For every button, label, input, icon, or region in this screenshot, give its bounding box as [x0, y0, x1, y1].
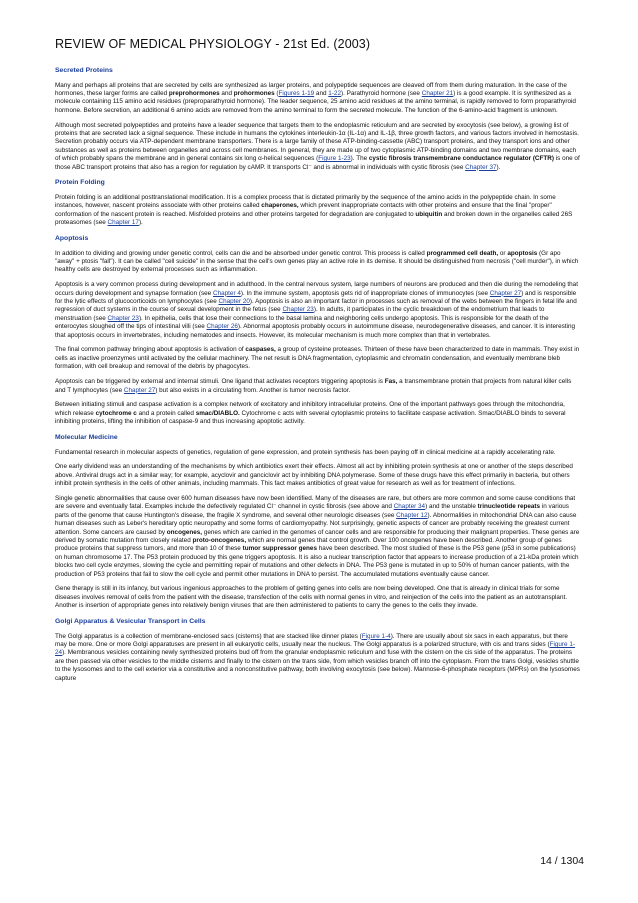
cross-reference-link[interactable]: Chapter 23	[107, 314, 139, 322]
cross-reference-link[interactable]: 1-22	[328, 90, 341, 97]
paragraph	[55, 495, 581, 579]
text-run: ). Apoptosis is also an important factor in processes such as removal of the webs between the fingers in fetal life and regression of duct systems in the course of sexual development in the fetus (see	[55, 298, 577, 314]
bold-term: proto-oncogenes,	[192, 536, 247, 544]
text-run: Apoptosis can be triggered by external and internal stimuli. One ligand that activates receptors triggering apoptosis is	[55, 378, 385, 386]
text-run: Apoptosis is a very common process during development and in adulthood. In the central nervous system, large numbers of neurons are produced and then die during the remodeling that occurs during development and synapse formation (see	[55, 281, 578, 297]
text-run: a group of cysteine proteases. Thirteen of these have been characterized to date in mammals. They exist in cells as inactive proenzymes until activated by the cellular machinery. The net result is DNA fragmentation, cytoplasmic and chromatin condensation, and eventually membrane bleb formation, with cell breakup and removal of the debris by phagocytes.	[55, 346, 580, 371]
paragraph	[55, 281, 581, 340]
text-run: ) and the unstable	[425, 503, 478, 511]
text-run: in various parts of the genome that cause Huntington's disease, the fragile X syndrome, and several other neurologic diseases (see	[55, 503, 569, 519]
bold-term: ubiquitin	[415, 210, 443, 218]
bold-term: oncogenes,	[166, 528, 203, 536]
section-heading: Protein Folding	[55, 179, 105, 187]
bold-term: trinucleotide repeats	[477, 503, 541, 511]
bold-term: tumor suppressor genes	[242, 545, 317, 553]
cross-reference-link[interactable]: Chapter 4	[212, 289, 241, 297]
text-run: ) but also exists in a circulating from. Another is tumor necrosis factor.	[155, 386, 351, 394]
text-run: and	[314, 90, 329, 97]
paragraph	[55, 401, 581, 426]
cross-reference-link[interactable]: Chapter 12	[396, 511, 428, 519]
cross-reference-link[interactable]: Chapter 27	[123, 386, 156, 394]
paragraph	[55, 378, 581, 395]
bold-term: prohormones	[233, 90, 275, 97]
text-run: Single genetic abnormalities that cause over 600 human diseases have now been identified. Many of the diseases are rare, but others are more common and some cause conditions that are severe and eventually fatal. Examples include the defectively regulated Cl⁻ channel in cystic fibrosis (see above and	[55, 494, 576, 511]
text-run: a transmembrane protein that projects from natural killer cells and T lymphocytes (see	[55, 378, 572, 394]
text-run: ). The	[350, 155, 369, 163]
bold-term: caspases,	[245, 346, 276, 354]
text-run: ). In the immune system, apoptosis gets rid of inappropriate clones of immunocytes (see	[240, 289, 490, 297]
cross-reference-link[interactable]: Figure 1-24	[55, 640, 575, 657]
page-number: 14 / 1304	[540, 855, 584, 867]
paragraph	[55, 633, 581, 683]
text-run: (	[274, 90, 279, 97]
text-run: ). Abnormal apoptosis probably occurs in autoimmune disease, neurodegenerative diseases, and cancer. It is interesting that apoptosis occurs in invertebrates, including nematodes and insects. However, its molecular mechanism is much more complex than that in vertebrates.	[55, 323, 576, 339]
cross-reference-link[interactable]: Chapter 37	[465, 163, 497, 171]
text-run: and	[219, 90, 234, 97]
text-run: The Golgi apparatus is a collection of membrane-enclosed sacs (cisterns) that are stacked like dinner plates (	[55, 632, 362, 640]
paragraph	[55, 346, 581, 371]
cross-reference-link[interactable]: Figure 1-4	[361, 632, 391, 640]
cross-reference-link[interactable]: Figure 1-23	[318, 155, 351, 163]
text-run: is one of those ABC transport proteins that also has a region for regulation by cAMP. It transports Cl⁻ and is abnormal in individuals with cystic fibrosis (see	[55, 155, 580, 171]
cross-reference-link[interactable]: Chapter 17	[107, 219, 139, 227]
text-run: ).	[138, 219, 143, 227]
paragraph	[55, 463, 581, 488]
bold-term: apoptosis	[507, 249, 538, 257]
bold-term: cytochrome c	[95, 409, 137, 417]
bold-term: Fas,	[384, 378, 398, 386]
text-run: Fundamental research in molecular aspects of genetics, regulation of gene expression, and protein synthesis has been paying off in clinical medicine at a rapidly accelerating rate.	[55, 448, 556, 456]
text-run: In addition to dividing and growing under genetic control, cells can die and be absorbed under genetic control. This process is called	[55, 249, 427, 257]
cross-reference-link[interactable]: Chapter 20	[218, 298, 250, 306]
text-run: ).	[496, 163, 501, 171]
text-run: The final common pathway bringing about apoptosis is activation of	[55, 346, 246, 354]
text-run: ). In epithelia, cells that lose their connections to the basal lamina and neighboring cells undergo apoptosis. This is responsible for the death of the enterocytes sloughed off the tips of intestinal villi (see	[55, 314, 549, 331]
text-run: One early dividend was an understanding of the mechanisms by which antibiotics exert their effects. Almost all act by inhibiting protein synthesis at one or another of the steps described above. Antiviral drugs act in a similar way; for example, acyclovir and ganciclovir act by inhibiting DNA polymerase. Some of these drugs have this effect primarily in bacteria, but others inhibit protein synthesis in the cells of other animals, including mammals. This fact makes antibiotics of great value for research as well as for treatment of infections.	[55, 463, 573, 488]
cross-reference-link[interactable]: Figures 1-19	[278, 90, 315, 97]
bold-term: cystic fibrosis transmembrane conductance regulator (CFTR)	[368, 155, 554, 163]
text-run: and broken down in the organelles called 26S proteasomes (see	[55, 210, 573, 227]
text-run: ). Parathyroid hormone (see	[340, 90, 422, 97]
text-run: or	[498, 249, 508, 257]
text-run: which are normal genes that control growth. Over 100 oncogenes have been described. Another group of genes produce proteins that suppress tumors, and more than 10 of these	[55, 536, 562, 553]
cross-reference-link[interactable]: Chapter 21	[421, 90, 454, 97]
cross-reference-link[interactable]: Chapter 26	[206, 323, 238, 331]
bold-term: preprohormones	[168, 90, 220, 97]
text-run: ). Abnormalities in mitochondrial DNA can also cause human diseases such as Leber's hereditary optic neuropathy and some forms of cardiomyopathy. Not surprisingly, genetic aspects of cancer are probably receiving the greatest current attention. Some cancers are caused by	[55, 511, 577, 536]
section-heading: Molecular Medicine	[55, 433, 118, 441]
paragraph	[55, 122, 581, 172]
section-heading: Secreted Proteins	[55, 67, 113, 74]
bold-term: programmed cell death,	[426, 249, 499, 257]
bold-term: chaperones,	[261, 202, 299, 210]
text-run: (Gr apo "away" + ptosis "fall"). It can be called "cell suicide" in the sense that the cell's own genes play an active role in its demise. It should be distinguished from necrosis ("cell murder"), in which healthy cells are destroyed by external processes such as inflammation.	[55, 249, 579, 274]
text-run: ). Membranous vesicles containing newly synthesized proteins bud off from the granular endoplasmic reticulum and fuse with the cistern on the cis side of the apparatus. The proteins are then passed via other vesicles to the middle cisterns and finally to the cistern on the trans side, from which vesicles branch off into the cytoplasm. From the trans Golgi, vesicles shuttle to the lysosomes and to the cell exterior via a constitutive and a nonconstitutive pathway, both involving exocytosis (see below). Mannose-6-phosphate receptors (MPRs) on the lysosomes capture	[55, 649, 580, 682]
text-run: ) and is responsible for the lytic effects of glucocorticoids on lymphocytes (see	[55, 289, 577, 306]
paragraph	[55, 194, 581, 228]
text-run: Protein folding is an additional posttranslational modification. It is a complex process that is dictated primarily by the sequence of the amino acids in the polypeptide chain. In some instances, however, nascent proteins associate with other proteins called	[55, 194, 556, 210]
text-run: and a protein called	[136, 409, 196, 417]
bold-term: smac/DIABLO.	[195, 409, 240, 417]
document-body	[55, 66, 581, 689]
text-run: ). There are usually about six sacs in each apparatus, but there may be more. One or more Golgi apparatuses are present in all eukaryotic cells, usually near the nucleus. The Golgi apparatus is a polarized structure, with cis and trans sides (	[55, 632, 568, 648]
text-run: ) is a good example. It is synthesized as a molecule containing 115 amino acid residues (preproparathyroid hormone). The leader sequence, 25 amino acid residues at the amino terminal, is rapidly removed to form proparathyroid hormone. Before secretion, an additional 6 amino acids are removed from the amino terminal to form the secreted molecule. The function of the 6-amino-acid fragment is unknown.	[55, 90, 576, 114]
text-run: have been described. The most studied of these is the P53 gene (p53 in some publications) on human chromosome 17. The P53 protein produced by this gene triggers apoptosis. It is also a nuclear transcription factor that appears to increase production of a 21-kDa protein which blocks two cell cycle enzymes, slowing the cycle and permitting repair of mutations and other defects in DNA. The P53 gene is mutated in up to 50% of human cancer patients, with the production of P53 proteins that fail to slow the cell cycle and permit other mutations in DNA to persist. The accumulated mutations eventually cause cancer.	[55, 545, 579, 578]
section-heading: Golgi Apparatus & Vesicular Transport in Cells	[55, 617, 206, 625]
cross-reference-link[interactable]: Chapter 34	[393, 503, 426, 511]
cross-reference-link[interactable]: Chapter 23	[282, 306, 314, 314]
text-run: which prevent inappropriate contacts with other proteins and ensure that the final "proper" conformation of the nascent protein is reached. Misfolded proteins and other proteins targeted for degradation are conjugated to	[55, 202, 552, 218]
text-run: Gene therapy is still in its infancy, but various ingenious approaches to the problem of getting genes into cells are now being developed. One that is already in clinical trials for some diseases involves removal of cells from the patient with the disease, transfection of the cells with normal genes in vitro, and reinjection of the cells into the patient as an autotransplant. Another is insertion of appropriate genes into relatively benign viruses that are then administered to patients to carry the genes to the cells they invade.	[55, 585, 568, 610]
text-run: Between initiating stimuli and caspase activation is a complex network of excitatory and inhibitory intracellular proteins. One of the important pathways goes through the mitochondria, which release	[55, 401, 565, 417]
text-run: Many and perhaps all proteins that are secreted by cells are synthesized as larger proteins, and polypeptide sequences are cleaved off from them during maturation. In the case of the hormones, these larger forms are called	[55, 81, 567, 97]
text-run: Although most secreted polypeptides and proteins have a leader sequence that targets them to the endoplasmic reticulum and are secreted by exocytosis (see below), a growing list of proteins that are secreted lack a signal sequence. These include in humans the cytokines interleukin-1α (IL-1α) and IL-1β, three growth factors, and various factors involved in hemostasis. Secretion probably occurs via ATP-dependent membrane transporters. There is a large family of these ATP-binding-cassette (ABC) transport proteins, and they transport ions and other substances as well as proteins between organelles and across cell membranes. In general, they are made up of two cytoplasmic ATP-binding domains and two membrane domains, each of which probably spans the membrane and in general contains six long α-helical sequences (	[55, 121, 579, 163]
paragraph	[55, 82, 581, 116]
section-heading: Apoptosis	[55, 235, 89, 243]
paragraph	[55, 250, 581, 275]
cross-reference-link[interactable]: Chapter 27	[489, 289, 522, 297]
paragraph	[55, 449, 581, 457]
paragraph	[55, 585, 581, 610]
text-run: genes which are carried in the genomes of cancer cells and are responsible for producing their malignant properties. These genes are derived by somatic mutation from closely related	[55, 528, 580, 544]
text-run: Cytochrome c acts with several cytoplasmic proteins to facilitate caspase activation. Smac/DIABLO binds to several inhibiting proteins, lifting the inhibition of caspase-9 and thus increasing apoptotic activity.	[55, 409, 566, 426]
text-run: ). In adults, it participates in the cyclic breakdown of the endometrium that leads to menstruation (see	[55, 306, 545, 322]
document-title: REVIEW OF MEDICAL PHYSIOLOGY - 21st Ed. (2003)	[55, 37, 371, 51]
